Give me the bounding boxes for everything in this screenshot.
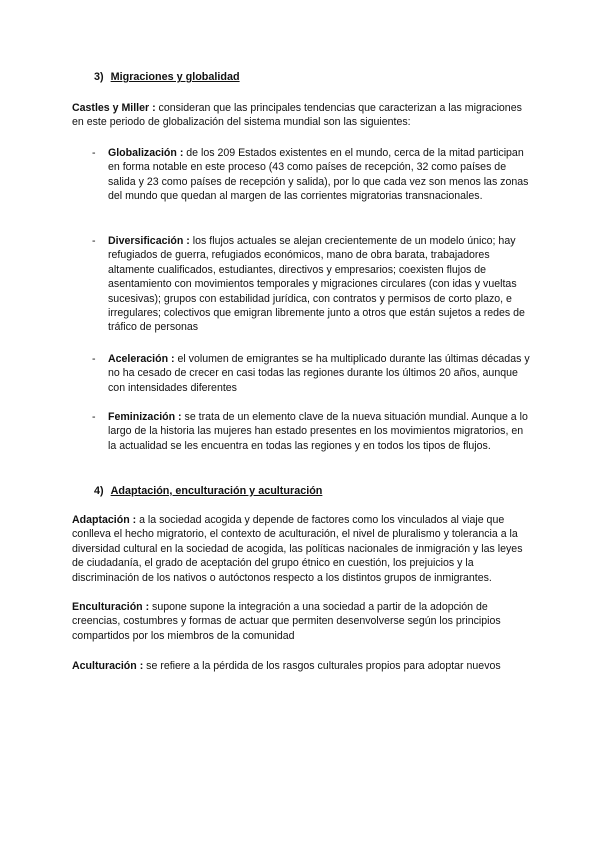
section-title: Adaptación, enculturación y aculturación bbox=[110, 485, 323, 497]
bullet-text: el volumen de emigrantes se ha multiplicado durante las últimas décadas y no ha cesado de crecer en casi todas las regiones durante los últimos 20 años, aunque con intensidades diferentes bbox=[108, 353, 530, 394]
bullet-term: Aceleración : bbox=[108, 353, 175, 365]
bullet-term: Diversificación : bbox=[108, 235, 190, 247]
paragraph-text: consideran que las principales tendencias que caracterizan a las migraciones en este periodo de globalización del sistema mundial son las siguientes: bbox=[72, 102, 522, 129]
definition-text: a la sociedad acogida y depende de factores como los vinculados al viaje que conlleva el hecho migratorio, el contexto de aculturación, el nivel de pluralismo y tolerancia a la diversidad cultural en la sociedad de acogida, las políticas nacionales de inmigración y las leyes de ciudadanía, el grado de aceptación del grupo étnico en cuestión, los prejuicios y la discriminación de los nativos o autóctonos respecto a los distintos grupos de inmigrantes. bbox=[72, 514, 523, 584]
bullet-text: de los 209 Estados existentes en el mundo, cerca de la mitad participan en forma notable en este proceso (43 como países de recepción, 32 como países de salida y 23 como países de recepción y salida), por lo que cada vez son menos las zonas del mundo que quedan al margen de las corrientes migratorias transnacionales. bbox=[108, 147, 529, 203]
bullet-text: se trata de un elemento clave de la nueva situación mundial. Aunque a lo largo de la historia las mujeres han estado presentes en los movimientos migratorios, en la actualidad se les encuentra en todas las regiones y en todos los tipos de flujos. bbox=[108, 411, 528, 452]
bullet-item-feminizacion bbox=[93, 410, 533, 453]
bullet-marker: - bbox=[92, 147, 96, 159]
bullet-marker: - bbox=[92, 235, 96, 247]
bullet-term: Globalización : bbox=[108, 147, 184, 159]
definition-text: supone supone la integración a una sociedad a partir de la adopción de creencias, costumbres y formas de actuar que permiten desenvolverse según los principios compartidos por los miembros de la comunidad bbox=[72, 601, 501, 642]
definition-term: Aculturación : bbox=[72, 660, 144, 672]
definition-aculturacion bbox=[72, 659, 530, 673]
bullet-marker: - bbox=[92, 411, 96, 423]
section-4-heading bbox=[94, 484, 322, 498]
paragraph-term: Castles y Miller : bbox=[72, 102, 156, 114]
bullet-item-diversificacion bbox=[93, 234, 533, 335]
definition-enculturacion bbox=[72, 600, 530, 643]
section-number: 3) bbox=[94, 71, 104, 83]
bullet-term: Feminización : bbox=[108, 411, 182, 423]
definition-term: Enculturación : bbox=[72, 601, 150, 613]
definition-text: se refiere a la pérdida de los rasgos culturales propios para adoptar nuevos bbox=[143, 660, 501, 672]
section-3-heading bbox=[94, 70, 240, 84]
section-title: Migraciones y globalidad bbox=[110, 71, 240, 83]
bullet-text: los flujos actuales se alejan crecientemente de un modelo único; hay refugiados de guerra, refugiados económicos, mano de obra barata, trabajadores altamente cualificados, estudiantes, directivos y empresarios; coexisten flujos de asentamiento con movimientos temporales y migraciones circulares (con idas y vueltas sucesivas); grupos con estabilidad jurídica, con contratos y permisos de corto plazo, e irregulares; colectivos que emigran libremente junto a otros que están sujetos a redes de tráfico de personas bbox=[108, 235, 525, 334]
section-number: 4) bbox=[94, 485, 104, 497]
definition-term: Adaptación : bbox=[72, 514, 137, 526]
definition-adaptacion bbox=[72, 513, 530, 585]
bullet-item-aceleracion bbox=[93, 352, 533, 395]
intro-paragraph bbox=[72, 101, 530, 130]
bullet-item-globalizacion bbox=[93, 146, 533, 204]
bullet-marker: - bbox=[92, 353, 96, 365]
